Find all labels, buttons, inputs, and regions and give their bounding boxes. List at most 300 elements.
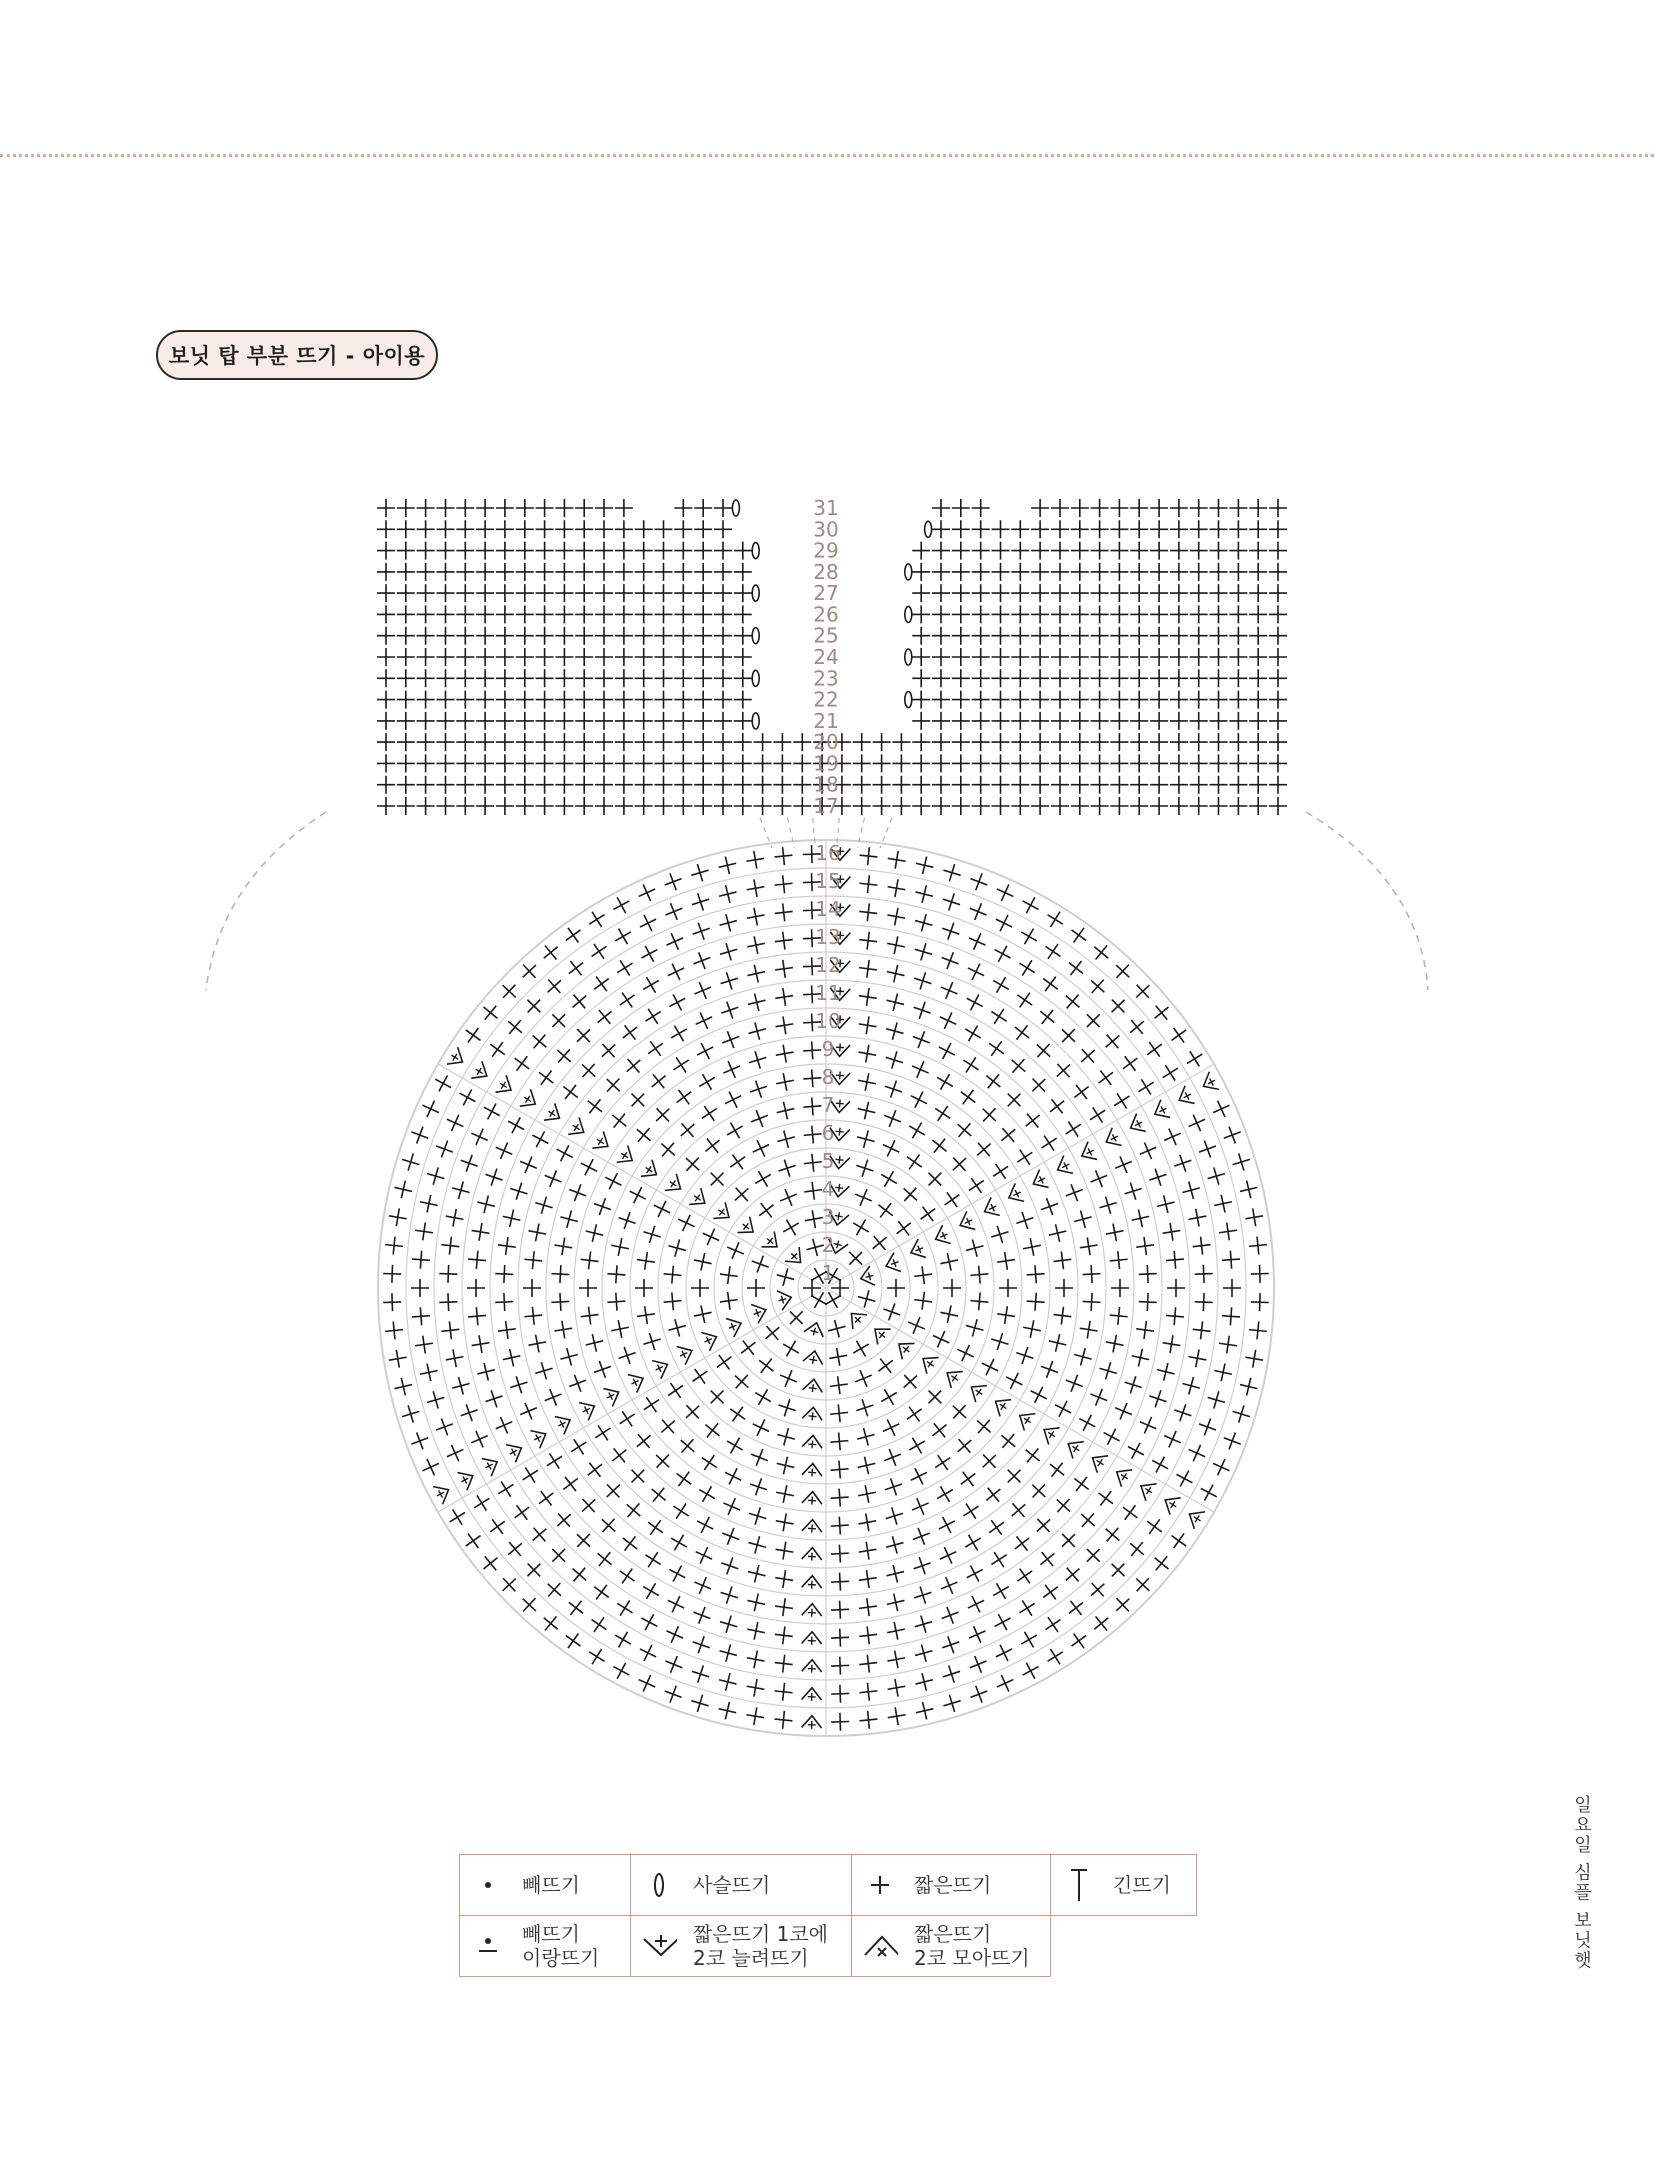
grid-stitch (615, 542, 633, 560)
grid-stitch (1229, 584, 1247, 602)
grid-stitch (377, 627, 395, 645)
legend-label: 긴뜨기 (1113, 1873, 1171, 1897)
single-crochet-stitch (392, 1376, 414, 1398)
single-crochet-stitch (971, 1137, 996, 1162)
single-crochet-stitch (774, 931, 794, 951)
grid-stitch (1170, 542, 1188, 560)
grid-stitch (1229, 542, 1247, 560)
grid-stitch (1249, 733, 1267, 751)
grid-stitch (694, 648, 712, 666)
single-crochet-stitch (989, 1330, 1011, 1352)
single-crochet-stitch (1066, 1628, 1091, 1653)
grid-stitch (1269, 520, 1287, 538)
single-crochet-stitch (527, 1522, 552, 1547)
single-crochet-stitch (523, 1279, 541, 1297)
grid-stitch (1170, 733, 1188, 751)
single-crochet-stitch (551, 1265, 570, 1284)
single-crochet-stitch (1085, 974, 1110, 999)
single-crochet-stitch (680, 1399, 705, 1424)
round-number: 11 (815, 981, 841, 1005)
single-crochet-stitch (746, 1049, 768, 1071)
grid-stitch (1091, 648, 1109, 666)
grid-stitch (892, 754, 910, 772)
grid-stitch (555, 563, 573, 581)
grid-stitch (1051, 691, 1069, 709)
round-number: 6 (821, 1121, 835, 1145)
single-crochet-stitch (577, 1155, 601, 1179)
grid-stitch (1051, 712, 1069, 730)
single-crochet-stitch (936, 1543, 960, 1567)
grid-stitch (536, 499, 554, 517)
single-crochet-stitch (612, 955, 637, 980)
single-crochet-stitch (697, 1450, 722, 1475)
single-crochet-stitch (977, 1102, 1002, 1127)
single-crochet-stitch (1031, 1038, 1056, 1063)
single-crochet-stitch (774, 959, 794, 979)
single-crochet-stitch (718, 1554, 741, 1577)
single-crochet-stitch (858, 902, 878, 922)
increase-stitch (761, 1231, 784, 1255)
single-crochet-stitch (912, 941, 934, 963)
grid-stitch (555, 520, 573, 538)
single-crochet-stitch (724, 1239, 748, 1263)
single-crochet-stitch (717, 1613, 739, 1635)
single-crochet-stitch (1158, 1060, 1183, 1085)
grid-stitch (1190, 584, 1208, 602)
grid-stitch (1190, 691, 1208, 709)
single-crochet-stitch (411, 1307, 430, 1326)
grid-stitch (932, 605, 950, 623)
grid-stitch (516, 584, 534, 602)
single-crochet-stitch (1130, 979, 1155, 1004)
single-crochet-stitch (433, 1415, 456, 1438)
increase-stitch (1175, 1085, 1196, 1109)
grid-stitch (377, 669, 395, 687)
single-crochet-stitch (1161, 1125, 1185, 1149)
single-crochet-stitch (745, 1677, 766, 1698)
single-crochet-stitch (663, 1292, 683, 1312)
grid-stitch (972, 648, 990, 666)
grid-stitch (377, 648, 395, 666)
single-crochet-stitch (1142, 1037, 1167, 1062)
single-crochet-stitch (671, 1466, 696, 1491)
grid-stitch (1011, 520, 1029, 538)
increase-stitch (1077, 1141, 1098, 1165)
single-crochet-stitch (542, 1449, 567, 1474)
grid-stitch (1031, 733, 1049, 751)
single-crochet-stitch (641, 1547, 666, 1572)
single-crochet-stitch (941, 861, 963, 883)
grid-stitch (536, 584, 554, 602)
single-crochet-stitch (695, 1482, 720, 1507)
single-crochet-stitch (1061, 1117, 1086, 1142)
legend-double-crochet (1051, 1855, 1197, 1916)
increase-stitch (802, 1659, 822, 1673)
single-crochet-stitch (854, 1157, 877, 1180)
single-crochet-stitch (964, 1592, 988, 1616)
single-crochet-stitch (830, 1516, 849, 1535)
single-crochet-stitch (720, 1058, 744, 1082)
grid-stitch (1150, 605, 1168, 623)
grid-stitch (1091, 542, 1109, 560)
grid-stitch (536, 754, 554, 772)
single-crochet-stitch (1056, 1023, 1081, 1048)
grid-stitch (1210, 542, 1228, 560)
grid-stitch (1130, 754, 1148, 772)
single-crochet-stitch (692, 1304, 713, 1325)
increase-stitch (505, 1439, 526, 1463)
grid-stitch (952, 627, 970, 645)
grid-stitch (992, 733, 1010, 751)
increase-stitch (802, 1435, 823, 1450)
single-crochet-stitch (1026, 1478, 1051, 1503)
grid-stitch (932, 776, 950, 794)
single-crochet-stitch (1051, 1397, 1075, 1421)
increase-stitch (676, 1342, 696, 1366)
row-number: 30 (813, 517, 839, 542)
single-crochet-stitch (933, 1070, 958, 1095)
grid-stitch (1051, 669, 1069, 687)
increase-stitch (802, 1406, 823, 1421)
single-crochet-stitch (470, 1334, 491, 1355)
single-crochet-stitch (1161, 1222, 1182, 1243)
single-crochet-stitch (1122, 1374, 1145, 1397)
increase-stitch (990, 1393, 1012, 1417)
single-crochet-stitch (636, 1641, 660, 1665)
grid-stitch (714, 712, 732, 730)
grid-stitch (635, 712, 653, 730)
single-crochet-stitch (779, 1336, 804, 1361)
grid-stitch (674, 733, 692, 751)
single-crochet-stitch (414, 1334, 434, 1354)
grid-stitch (1269, 563, 1287, 581)
section-title: 보닛 탑 부분 뜨기 - 아이용 (156, 330, 438, 380)
increase-stitch (893, 1336, 915, 1360)
grid-stitch (1249, 712, 1267, 730)
single-crochet-stitch (829, 1403, 849, 1423)
grid-stitch (1110, 797, 1128, 815)
grid-stitch (595, 648, 613, 666)
grid-stitch (456, 669, 474, 687)
single-crochet-stitch (898, 1369, 923, 1394)
grid-stitch (496, 627, 514, 645)
single-crochet-stitch (1161, 1334, 1182, 1355)
grid-stitch (992, 691, 1010, 709)
grid-stitch (575, 499, 593, 517)
single-crochet-stitch (940, 1187, 965, 1212)
single-crochet-stitch (729, 1182, 754, 1207)
grid-stitch (1190, 754, 1208, 772)
legend-label: 짧은뜨기 1코에 2코 늘려뜨기 (693, 1922, 829, 1970)
grid-stitch (873, 754, 891, 772)
single-crochet-stitch (830, 1460, 849, 1479)
single-crochet-stitch (1248, 1321, 1268, 1341)
single-crochet-stitch (992, 1641, 1016, 1665)
single-crochet-stitch (643, 1515, 668, 1540)
grid-stitch (536, 712, 554, 730)
single-crochet-stitch (1047, 1222, 1069, 1244)
right-seam-guide (1306, 812, 1428, 990)
single-crochet-stitch (952, 1117, 977, 1142)
grid-stitch (655, 542, 673, 560)
grid-stitch (1130, 648, 1148, 666)
grid-stitch (437, 669, 455, 687)
single-crochet-stitch (856, 1071, 877, 1092)
single-crochet-stitch (854, 1396, 877, 1419)
grid-stitch (456, 754, 474, 772)
row-number: 18 (813, 772, 839, 797)
increase-stitch (932, 1225, 952, 1249)
round-number: 2 (821, 1233, 835, 1257)
grid-stitch (714, 563, 732, 581)
increase-stitch (980, 1197, 1000, 1221)
grid-stitch (417, 584, 435, 602)
single-crochet-stitch (849, 1215, 874, 1240)
single-crochet-stitch (504, 1113, 528, 1137)
grid-stitch (1170, 605, 1188, 623)
single-crochet-stitch (719, 1525, 742, 1548)
single-crochet-stitch (988, 1159, 1013, 1184)
single-crochet-stitch (745, 1706, 766, 1727)
single-crochet-stitch (1118, 1051, 1143, 1076)
grid-stitch (793, 754, 811, 772)
single-crochet-stitch (667, 1530, 692, 1555)
grid-stitch (1229, 754, 1247, 772)
single-crochet-stitch (746, 1534, 768, 1556)
grid-stitch (1051, 776, 1069, 794)
grid-stitch (496, 648, 514, 666)
single-crochet-stitch (891, 1216, 916, 1241)
single-crochet-stitch (717, 912, 739, 934)
increase-stitch (941, 1365, 963, 1389)
grid-stitch (1130, 669, 1148, 687)
grid-stitch (1011, 542, 1029, 560)
grid-stitch (575, 520, 593, 538)
grid-stitch (1210, 669, 1228, 687)
increase-stitch (651, 1355, 671, 1379)
single-crochet-stitch (1192, 1236, 1212, 1256)
grid-stitch (1269, 776, 1287, 794)
single-crochet-stitch (1194, 1293, 1213, 1312)
single-crochet-stitch (567, 1562, 592, 1587)
single-crochet-stitch (443, 1441, 467, 1465)
single-crochet-stitch (1105, 1557, 1130, 1582)
grid-stitch (476, 776, 494, 794)
grid-stitch (992, 776, 1010, 794)
increase-stitch (802, 1715, 822, 1729)
single-crochet-stitch (480, 1099, 504, 1123)
single-crochet-stitch (485, 1514, 510, 1539)
single-crochet-stitch (655, 1414, 680, 1439)
single-crochet-stitch (1015, 1596, 1040, 1621)
single-crochet-stitch (831, 1572, 850, 1591)
single-crochet-stitch (1149, 1000, 1174, 1025)
grid-stitch (734, 712, 752, 730)
grid-stitch (1229, 776, 1247, 794)
single-crochet-stitch (1085, 1103, 1110, 1128)
grid-stitch (1071, 520, 1089, 538)
grid-stitch (417, 520, 435, 538)
single-crochet-stitch (1248, 1236, 1268, 1256)
single-crochet-stitch (725, 1402, 750, 1427)
grid-stitch (1110, 563, 1128, 581)
single-crochet-stitch (1165, 1250, 1184, 1269)
grid-stitch (456, 797, 474, 815)
grid-stitch (595, 542, 613, 560)
single-crochet-stitch (719, 1291, 739, 1311)
grid-stitch (952, 733, 970, 751)
grid-stitch (714, 584, 732, 602)
single-crochet-stitch (635, 881, 659, 905)
grid-stitch (674, 648, 692, 666)
grid-stitch (932, 712, 950, 730)
grid-stitch (694, 584, 712, 602)
grid-stitch (1031, 627, 1049, 645)
grid-stitch (694, 563, 712, 581)
single-crochet-stitch (803, 1069, 822, 1088)
grid-stitch (437, 584, 455, 602)
increase-stitch (567, 1117, 589, 1141)
single-crochet-stitch (1009, 1531, 1034, 1556)
single-crochet-stitch (1111, 1279, 1129, 1297)
grid-stitch (595, 669, 613, 687)
single-crochet-stitch (746, 1563, 768, 1585)
single-crochet-stitch (1027, 1383, 1051, 1407)
grid-stitch (1051, 563, 1069, 581)
grid-stitch (1031, 520, 1049, 538)
single-crochet-stitch (467, 1307, 486, 1326)
grid-stitch (1210, 754, 1228, 772)
single-crochet-stitch (952, 1433, 977, 1458)
grid-stitch (1210, 627, 1228, 645)
single-crochet-stitch (1038, 1358, 1061, 1381)
single-crochet-stitch (858, 1597, 878, 1617)
single-crochet-stitch (905, 1118, 930, 1143)
grid-stitch (456, 520, 474, 538)
single-crochet-stitch (631, 1122, 656, 1147)
single-crochet-stitch (650, 1197, 674, 1221)
grid-stitch (417, 627, 435, 645)
grid-stitch (1031, 776, 1049, 794)
single-crochet-stitch (754, 1353, 779, 1378)
grid-stitch (1110, 584, 1128, 602)
single-crochet-stitch (884, 1563, 906, 1585)
single-crochet-stitch (587, 1612, 612, 1637)
round-number: 4 (821, 1177, 835, 1201)
single-crochet-stitch (607, 1292, 626, 1311)
grid-stitch (635, 542, 653, 560)
row-number: 19 (813, 751, 839, 776)
single-crochet-stitch (576, 1058, 601, 1083)
grid-stitch (1210, 499, 1228, 517)
grid-stitch (516, 627, 534, 645)
single-crochet-stitch (747, 1078, 770, 1101)
single-crochet-stitch (1020, 1443, 1045, 1468)
single-crochet-stitch (1205, 1389, 1227, 1411)
grid-stitch (555, 712, 573, 730)
single-crochet-stitch (541, 1386, 564, 1409)
grid-stitch (873, 797, 891, 815)
increase-stitch (802, 1687, 822, 1701)
single-crochet-stitch (1167, 1279, 1185, 1297)
grid-stitch (476, 563, 494, 581)
grid-stitch (1150, 691, 1168, 709)
grid-stitch (555, 669, 573, 687)
single-crochet-stitch (1109, 1306, 1129, 1326)
grid-stitch (714, 648, 732, 666)
increase-stitch (664, 1173, 686, 1197)
grid-stitch (1150, 542, 1168, 560)
single-crochet-stitch (566, 1181, 589, 1204)
grid-stitch (595, 563, 613, 581)
grid-stitch (476, 733, 494, 751)
single-crochet-stitch (1112, 1153, 1136, 1177)
single-crochet-stitch (542, 974, 567, 999)
single-crochet-stitch (1018, 893, 1042, 917)
grid-stitch (615, 584, 633, 602)
single-crochet-stitch (745, 906, 766, 927)
increase-stitch (457, 1467, 478, 1491)
grid-stitch (655, 520, 673, 538)
single-crochet-stitch (858, 959, 878, 979)
single-crochet-stitch (1221, 1429, 1244, 1452)
grid-stitch (912, 733, 930, 751)
single-crochet-stitch (502, 1536, 527, 1561)
single-crochet-stitch (1238, 1376, 1260, 1398)
grid-stitch (1071, 797, 1089, 815)
grid-stitch (555, 648, 573, 666)
grid-stitch (1170, 520, 1188, 538)
increase-stitch (640, 1159, 662, 1183)
single-crochet-stitch (646, 1482, 671, 1507)
single-crochet-stitch (1055, 1279, 1073, 1297)
grid-stitch (1170, 499, 1188, 517)
grid-stitch (1210, 563, 1228, 581)
single-crochet-stitch (1212, 1362, 1233, 1383)
grid-stitch (1071, 733, 1089, 751)
grid-stitch (1011, 712, 1029, 730)
grid-stitch (377, 542, 395, 560)
single-crochet-stitch (828, 1346, 849, 1367)
single-crochet-stitch (964, 960, 988, 984)
grid-stitch (1190, 520, 1208, 538)
single-crochet-stitch (663, 930, 687, 954)
row-number: 27 (813, 581, 839, 606)
grid-stitch (476, 669, 494, 687)
single-crochet-stitch (992, 911, 1016, 935)
grid-stitch (1051, 542, 1069, 560)
chain-stitch (752, 628, 759, 644)
single-crochet-stitch (600, 1478, 625, 1503)
single-crochet-stitch (996, 1122, 1021, 1147)
single-crochet-stitch (1082, 1265, 1101, 1284)
grid-stitch (912, 712, 930, 730)
single-crochet-stitch (431, 1071, 455, 1095)
grid-stitch (635, 776, 653, 794)
single-crochet-stitch (527, 1029, 552, 1054)
grid-stitch (972, 499, 990, 517)
grid-stitch (1249, 691, 1267, 709)
grid-stitch (912, 542, 930, 560)
increase-stitch (495, 1075, 517, 1099)
grid-stitch (555, 627, 573, 645)
grid-stitch (595, 605, 613, 623)
single-crochet-stitch (387, 1207, 408, 1228)
single-crochet-stitch (1063, 1181, 1086, 1204)
single-crochet-stitch (1134, 1074, 1159, 1099)
single-crochet-stitch (580, 1250, 600, 1270)
single-crochet-stitch (533, 1194, 555, 1216)
